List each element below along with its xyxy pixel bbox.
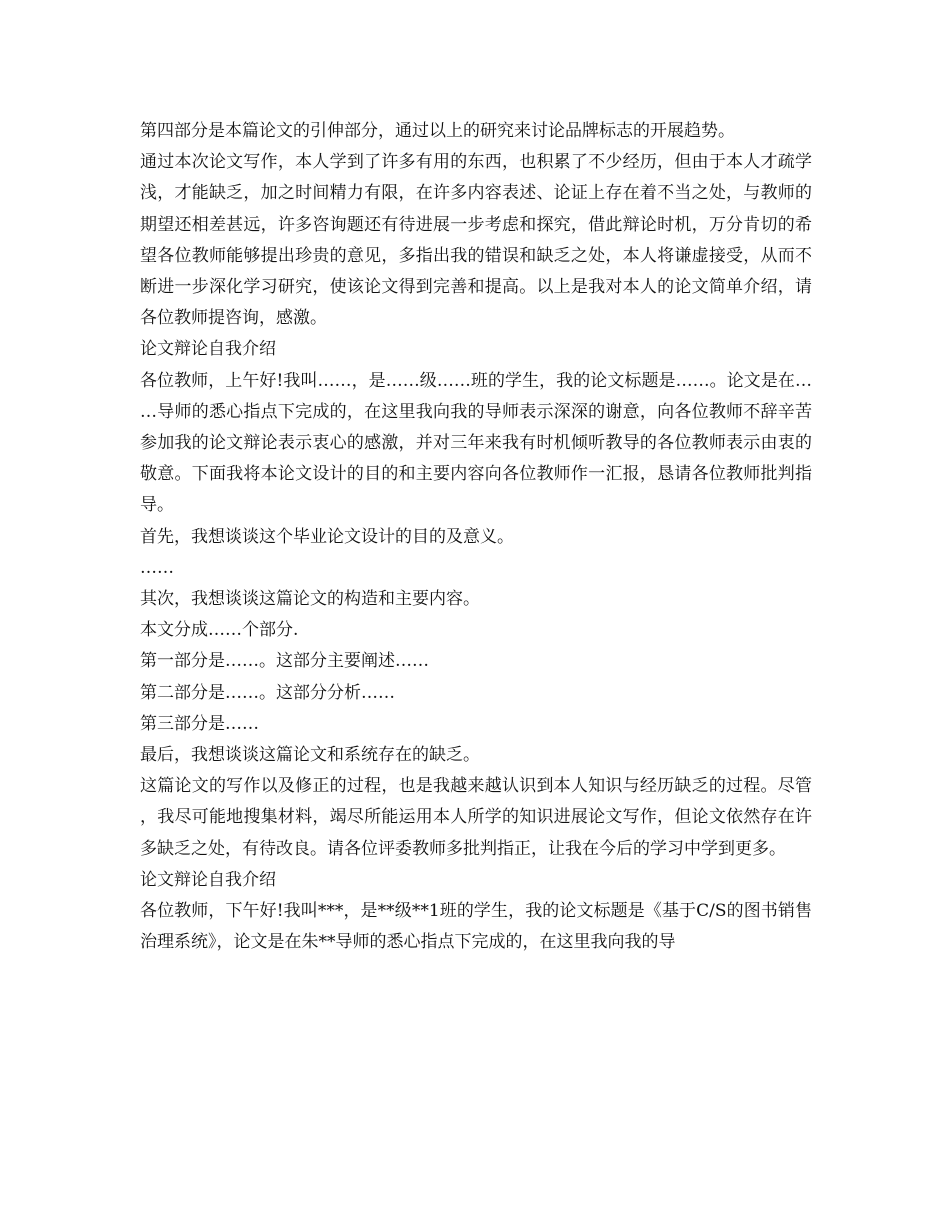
- paragraph-parts-count: 本文分成……个部分.: [140, 620, 299, 641]
- paragraph-afternoon-greeting: 各位教师，下午好!我叫***，是**级**1班的学生，我的论文标题是《基于C/S的图书销售治理系统》，论文是在朱**导师的悉心指点下完成的，在这里我向我的导: [140, 901, 812, 953]
- section-heading-self-intro-2: 论文辩论自我介绍: [140, 869, 276, 890]
- paragraph-morning-greeting: 各位教师，上午好!我叫……，是……级……班的学生，我的论文标题是……。论文是在……导师的悉心指点下完成的，在这里我向我的导师表示深深的谢意，向各位教师不辞辛苦参加我的论文辩论表示衷心的感激，并对三年来我有时机倾听教导的各位教师表示由衷的敬意。下面我将本论文设计的目的和主要内容向各位教师作一汇报，恳请各位教师批判指导。: [140, 370, 812, 516]
- document-body: [140, 116, 812, 958]
- paragraph-ellipsis: ……: [140, 557, 174, 578]
- paragraph-structure: 其次，我想谈谈这篇论文的构造和主要内容。: [140, 589, 480, 610]
- paragraph-writing-reflection: 通过本次论文写作，本人学到了许多有用的东西，也积累了不少经历，但由于本人才疏学浅，才能缺乏，加之时间精力有限，在许多内容表述、论证上存在着不当之处，与教师的期望还相差甚远，许多咨询题还有待进展一步考虑和探究，借此辩论时机，万分肯切的希望各位教师能够提出珍贵的意见，多指出我的错误和缺乏之处，本人将谦虚接受，从而不断进一步深化学习研究，使该论文得到完善和提高。以上是我对本人的论文简单介绍，请各位教师提咨询，感激。: [140, 152, 812, 329]
- paragraph-part-four: 第四部分是本篇论文的引伸部分，通过以上的研究来讨论品牌标志的开展趋势。: [140, 121, 735, 141]
- paragraph-revision-process: 这篇论文的写作以及修正的过程，也是我越来越认识到本人知识与经历缺乏的过程。尽管，我尽可能地搜集材料，竭尽所能运用本人所学的知识进展论文写作，但论文依然存在许多缺乏之处，有待改良。请各位评委教师多批判指正，让我在今后的学习中学到更多。: [140, 776, 812, 859]
- paragraph-purpose: 首先，我想谈谈这个毕业论文设计的目的及意义。: [140, 526, 514, 547]
- paragraph-shortcomings: 最后，我想谈谈这篇论文和系统存在的缺乏。: [140, 745, 480, 766]
- paragraph-part-three: 第三部分是……: [140, 713, 259, 734]
- section-heading-self-intro-1: 论文辩论自我介绍: [140, 339, 276, 360]
- paragraph-part-two: 第二部分是……。这部分分析……: [140, 682, 395, 703]
- paragraph-part-one: 第一部分是……。这部分主要阐述……: [140, 651, 429, 672]
